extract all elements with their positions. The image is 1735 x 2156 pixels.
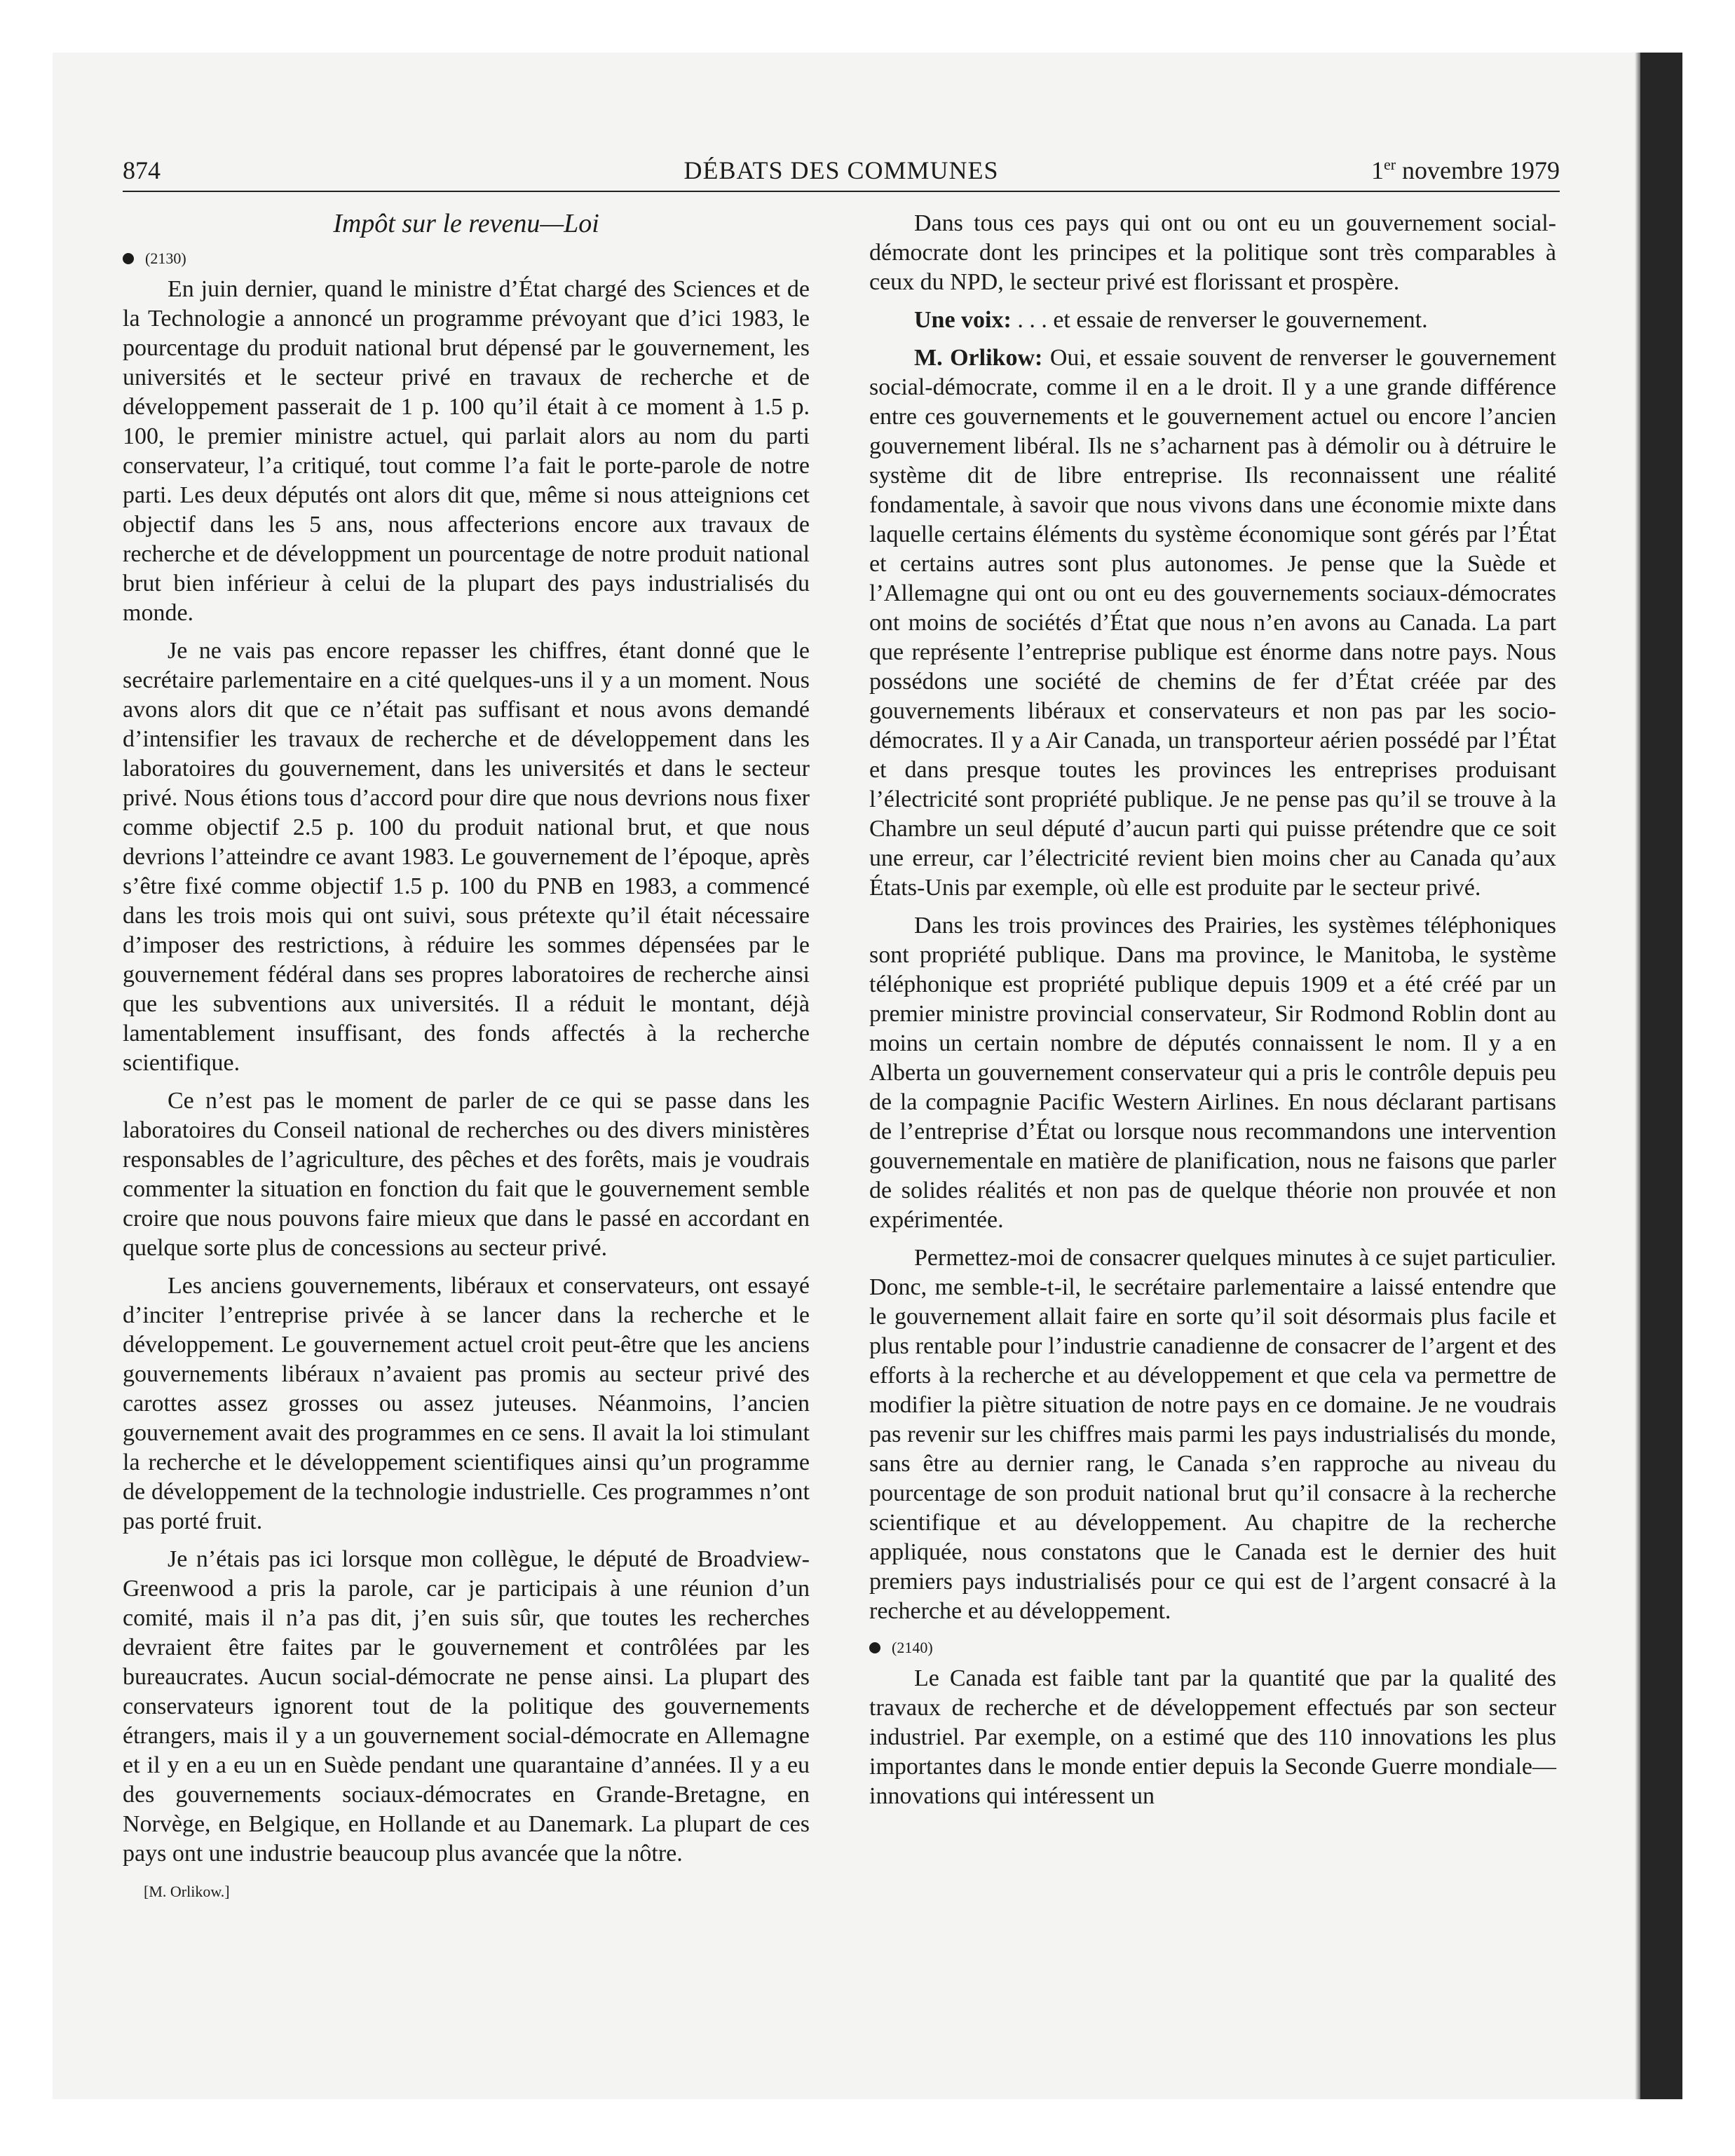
date-superscript: er: [1383, 156, 1396, 173]
speech-text: . . . et essaie de renverser le gouvernement.: [1011, 307, 1428, 333]
left-column: [123, 209, 810, 1906]
header-date: [1371, 156, 1560, 185]
paragraph: Dans tous ces pays qui ont ou ont eu un gouvernement social-démocrate dont les principes et la politique sont très comparables à ceux du NPD, le secteur privé est florissant et prospère.: [869, 210, 1556, 295]
timestamp-marker: [123, 245, 810, 272]
paragraph: Ce n’est pas le moment de parler de ce qui se passe dans les laboratoires du Conseil national de recherches ou des divers ministères responsables de l’agriculture, des pêches et des forêts, mais je voudrais commenter la situation en fonction du fait que le gouvernement semble croire que nous pouvons faire mieux que dans le passé en accordant en quelque sorte plus de concessions au secteur privé.: [123, 1088, 810, 1261]
scan-edge-shadow: [1640, 53, 1682, 2099]
speech: [869, 306, 1556, 335]
paragraph: Les anciens gouvernements, libéraux et conservateurs, ont essayé d’inciter l’entreprise privée à se lancer dans la recherche et le développement. Le gouvernement actuel croit peut-être que les anciens gouvernements libéraux n’avaient pas promis au secteur privé des carottes assez grosses ou assez juteuses. Néanmoins, l’ancien gouvernement avait des programmes en ce sens. Il avait la loi stimulant la recherche et le développement scientifiques ainsi qu’un programme de développement de la technologie industrielle. Ces programmes n’ont pas porté fruit.: [123, 1273, 810, 1534]
timestamp-marker: [869, 1635, 1556, 1661]
paragraph: Dans les trois provinces des Prairies, les systèmes téléphoniques sont propriété publique. Dans ma province, le Manitoba, le système téléphonique est propriété publique depuis 1909 et a été créé par un premier ministre provincial conservateur, Sir Rodmond Roblin dont au moins un certain nombre de députés connaissent le nom. Il y a en Alberta un gouvernement conservateur qui a pris le contrôle depuis peu de la compagnie Pacific Western Airlines. En nous déclarant partisans de l’entreprise d’État ou lorsque nous recommandons une intervention gouvernementale en matière de planification, nous ne faisons que parler de solides réalités et non pas de quelque théorie non prouvée et non expérimentée.: [869, 913, 1556, 1233]
date-month-year: novembre 1979: [1396, 156, 1560, 184]
section-title: Impôt sur le revenu—Loi: [333, 209, 599, 238]
paragraph: Je ne vais pas encore repasser les chiffres, étant donné que le secrétaire parlementaire en a cité quelques-uns il y a un moment. Nous avons alors dit que ce n’était pas suffisant et nous avons demandé d’intensifier les travaux de recherche et de développement dans les laboratoires du gouvernement, dans les universités et dans le secteur privé. Nous étions tous d’accord pour dire que nous devrions nous fixer comme objectif 2.5 p. 100 du produit national brut, et que nous devrions l’atteindre ce avant 1983. Le gouvernement de l’époque, après s’être fixé comme objectif 1.5 p. 100 du PNB en 1983, a commencé dans les trois mois qui ont suivi, sous prétexte qu’il était nécessaire d’imposer des restrictions, à réduire les sommes dépensées par le gouvernement fédéral dans ses propres laboratoires de recherche ainsi que les subventions aux universités. Il a réduit le montant, déjà lamentablement insuffisant, des fonds affectés à la recherche scientifique.: [123, 638, 810, 1076]
timestamp: (2130): [145, 250, 186, 267]
timestamp: (2140): [892, 1639, 933, 1656]
paragraph: En juin dernier, quand le ministre d’État chargé des Sciences et de la Technologie a annoncé un programme prévoyant que d’ici 1983, le pourcentage du produit national brut dépensé par le gouvernement, les universités et le secteur privé en travaux de recherche et de développement passerait de 1 p. 100 qu’il était à ce moment à 1.5 p. 100, le premier ministre actuel, qui parlait alors au nom du parti conservateur, l’a critiqué, tout comme l’a fait le porte-parole de notre parti. Les deux députés ont alors dit que, même si nous atteignions cet objectif dans les 5 ans, nous affecterions encore aux travaux de recherche et de développment un pourcentage de notre produit national brut bien inférieur à celui de la plupart des pays industrialisés du monde.: [123, 276, 810, 626]
date-day: 1: [1370, 156, 1384, 184]
paragraph: Permettez-moi de consacrer quelques minutes à ce sujet particulier. Donc, me semble-t-il, le secrétaire parlementaire a laissé entendre que le gouvernement allait faire en sorte qu’il soit désormais plus facile et plus rentable pour l’industrie canadienne de consacrer de l’argent et des efforts à la recherche et au développement et que cela va permettre de modifier la piètre situation de notre pays en ce domaine. Je ne voudrais pas revenir sur les chiffres mais parmi les pays industrialisés du monde, sans être au dernier rang, le Canada s’en rapproche au niveau du pourcentage de son produit national brut qu’il consacre à la recherche scientifique et au développement. Au chapitre de la recherche appliquée, nous constatons que le Canada est le dernier des huit premiers pays industrialisés pour ce qui est de l’argent consacré à la recherche et au développement.: [869, 1245, 1556, 1624]
speech-text: Oui, et essaie souvent de renverser le gouvernement social-démocrate, comme il en a le droit. Il y a une grande différence entre ces gouvernements et le gouvernement actuel ou encore l’ancien gouvernement libéral. Ils ne s’acharnent pas à démolir ou à détruire le système dit de libre entreprise. Ils reconnaissent une réalité fondamentale, à savoir que nous vivons dans une économie mixte dans laquelle certains éléments du système économique sont gérés par l’État et certains autres sont plus autonomes. Je pense que la Suède et l’Allemagne qui ont ou ont eu des gouvernements sociaux-démocrates ont moins de sociétés d’État que nous n’en avons au Canada. La part que représente l’entreprise publique est énorme dans notre pays. Nous possédons une société de chemins de fer d’État créée par des gouvernements libéraux et conservateurs et non pas par les socio-démocrates. Il y a Air Canada, un transporteur aérien possédé par l’État et dans presque toutes les provinces les entreprises produisant l’électricité sont propriété publique. Je ne pense pas qu’il se trouve à la Chambre un seul député d’aucun parti qui puisse prétendre que ce soit une erreur, car l’électricité revient bien moins cher au Canada qu’aux États-Unis par exemple, où elle est produite par le secteur privé.: [869, 345, 1556, 901]
speaker-name: M. Orlikow:: [914, 345, 1043, 371]
speaker-attribution: [M. Orlikow.]: [144, 1883, 230, 1900]
paragraph: Le Canada est faible tant par la quantité que par la qualité des travaux de recherche et de développement effectués par son secteur industriel. Par exemple, on a estimé que des 110 innovations les plus importantes dans le monde entier depuis la Seconde Guerre mondiale—innovations qui intéressent un: [869, 1665, 1556, 1809]
page-number: 874: [123, 156, 161, 184]
bullet-dot-icon: [123, 253, 134, 264]
speaker-name: Une voix:: [914, 307, 1012, 333]
journal-title: DÉBATS DES COMMUNES: [683, 156, 999, 184]
right-column: [869, 209, 1556, 1820]
bullet-dot-icon: [869, 1642, 880, 1653]
page-header: [123, 156, 1560, 192]
paragraph: Je n’étais pas ici lorsque mon collègue, le député de Broadview-Greenwood a pris la parole, car je participais à une réunion d’un comité, mais il n’a pas dit, j’en suis sûr, que toutes les recherches devraient être faites par le gouvernement et contrôlées par les bureaucrates. Aucun social-démocrate ne pense ainsi. La plupart des conservateurs ignorent tout de la politique des gouvernements étrangers, mais il y a un gouvernement social-démocrate en Allemagne et il y en a eu un en Suède pendant une quarantaine d’années. Il y a eu des gouvernements sociaux-démocrates en Grande-Bretagne, en Norvège, en Belgique, en Hollande et au Danemark. La plupart de ces pays ont une industrie beaucoup plus avancée que la nôtre.: [123, 1546, 810, 1867]
speech: [869, 343, 1556, 903]
